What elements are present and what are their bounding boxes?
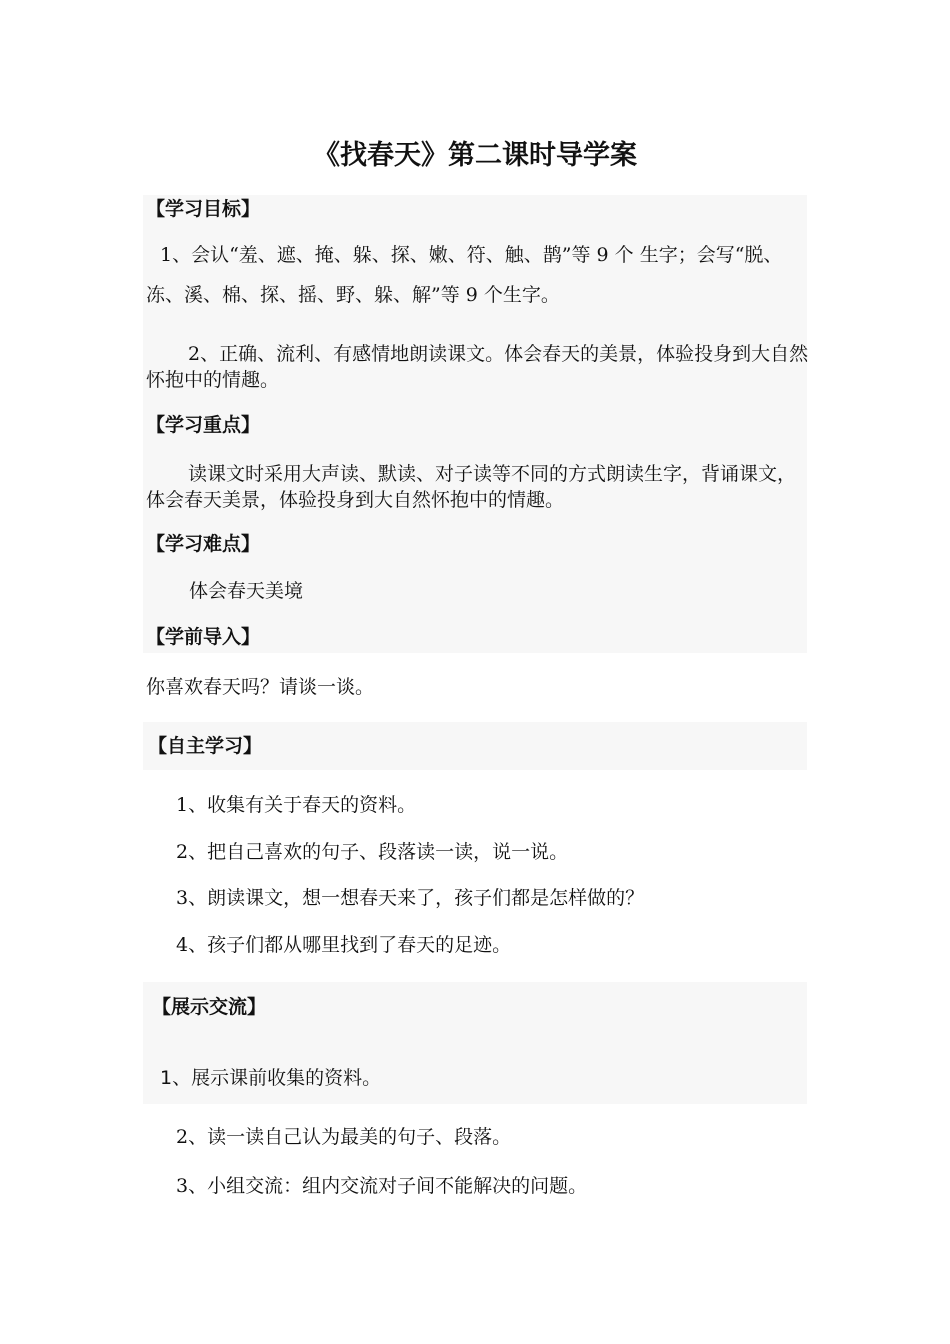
difficulties-text: 体会春天美境 xyxy=(189,580,304,602)
self-study-item-3: 3、朗读课文，想一想春天来了，孩子们都是怎样做的？ xyxy=(176,887,645,909)
exchange-item-3: 3、小组交流：组内交流对子间不能解决的问题。 xyxy=(176,1175,588,1197)
goal-item-1-line-2: 冻、溪、棉、探、摇、野、躲、解”等 9 个生字。 xyxy=(146,284,560,306)
section-heading-self-study: 【自主学习】 xyxy=(148,735,263,757)
exchange-item-1: 1、展示课前收集的资料。 xyxy=(160,1067,382,1089)
goal-item-1-line-1: 1、会认“羞、遮、掩、躲、探、嫩、符、触、鹊”等 9 个 生字；会写“脱、 xyxy=(160,244,783,266)
intro-text: 你喜欢春天吗？请谈一谈。 xyxy=(146,676,375,698)
goal-item-2: 2、正确、流利、有感情地朗读课文。体会春天的美景，体验投身到大自然怀抱中的情趣。 xyxy=(146,343,809,391)
section-heading-key-points: 【学习重点】 xyxy=(146,414,261,436)
section-heading-difficulties: 【学习难点】 xyxy=(146,533,261,555)
exchange-item-2: 2、读一读自己认为最美的句子、段落。 xyxy=(176,1126,512,1148)
self-study-item-4: 4、孩子们都从哪里找到了春天的足迹。 xyxy=(176,934,512,956)
section-heading-intro: 【学前导入】 xyxy=(146,626,261,648)
key-points-text: 读课文时采用大声读、默读、对子读等不同的方式朗读生字，背诵课文，体会春天美景，体验投身到大自然怀抱中的情趣。 xyxy=(146,463,797,511)
self-study-item-1: 1、收集有关于春天的资料。 xyxy=(176,794,417,816)
section-heading-goals: 【学习目标】 xyxy=(146,198,261,220)
document-title: 《找春天》第二课时导学案 xyxy=(313,140,637,171)
section-heading-exchange: 【展示交流】 xyxy=(152,996,267,1018)
self-study-item-2: 2、把自己喜欢的句子、段落读一读，说一说。 xyxy=(176,841,569,863)
